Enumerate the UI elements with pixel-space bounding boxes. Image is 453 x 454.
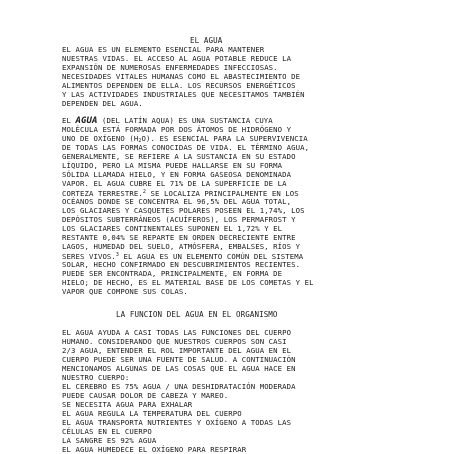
text-span: UNO DE OXÍGENO (H — [62, 134, 139, 143]
list-item: EL CEREBRO ES 75% AGUA / UNA DESHIDRATACIÓN MODERADA — [62, 382, 296, 391]
paragraph-line: MOLÉCULA ESTÁ FORMADA POR DOS ÁTOMOS DE HIDRÓGENO Y — [62, 125, 292, 134]
paragraph-line: NUESTRO CUERPO: — [62, 373, 130, 382]
paragraph-line: EL AGUA AYUDA A CASI TODAS LAS FUNCIONES DEL CUERPO — [62, 328, 292, 337]
text-span: O). ES ESENCIAL PARA LA SUPERVIVENCIA — [141, 134, 308, 143]
paragraph-line: GENERALMENTE, SE REFIERE A LA SUSTANCIA EN SU ESTADO — [62, 152, 296, 161]
paragraph-line: EXPANSIÓN DE NUMEROSAS ENFERMEDADES INFECCIOSAS. — [62, 63, 278, 72]
paragraph-line: LÍQUIDO, PERO LA MISMA PUEDE HALLARSE EN SU FORMA — [62, 161, 283, 170]
text-span: CORTEZA TERRESTRE. — [62, 189, 143, 198]
paragraph-line: SOLAR, HECHO CONFIRMADO EN DESCUBRIMIENTOS RECIENTES. — [62, 260, 301, 269]
text-span: EL — [62, 116, 76, 125]
subscript: 2 — [138, 138, 142, 144]
paragraph-line: HIELO; DE HECHO, ES EL MATERIAL BASE DE LOS COMETAS Y EL — [62, 278, 314, 287]
text-span: SE LOCALIZA PRINCIPALMENTE EN LOS — [146, 189, 299, 198]
paragraph-line: ALIMENTOS DEPENDEN DE ELLA. LOS RECURSOS ENERGÉTICOS — [62, 81, 296, 90]
paragraph-line: LAGOS, HUMEDAD DEL SUELO, ATMÓSFERA, EMBALSES, RÍOS Y — [62, 242, 301, 251]
text-span: SERES VIVOS. — [62, 252, 116, 261]
paragraph-line: DE TODAS LAS FORMAS CONOCIDAS DE VIDA. EL TÉRMINO AGUA, — [62, 143, 310, 152]
paragraph-line: DEPÓSITOS SUBTERRÁNEOS (ACUÍFEROS), LOS PERMAFROST Y — [62, 215, 296, 224]
list-item: EL AGUA TRANSPORTA NUTRIENTES Y OXÍGENO A TODAS LAS — [62, 418, 292, 427]
list-item: EL AGUA HUMEDECE EL OXÍGENO PARA RESPIRAR — [62, 445, 247, 454]
paragraph-line: LOS GLACIARES CONTINENTALES SUPONEN EL 1,72% Y EL — [62, 224, 283, 233]
text-span: (DEL LATÍN AQUA) ES UNA SUSTANCIA CUYA — [97, 116, 273, 125]
paragraph-line: DEPENDEN DEL AGUA. — [62, 99, 143, 108]
paragraph-line: MENCIONAMOS ALGUNAS DE LAS COSAS QUE EL AGUA HACE EN — [62, 364, 296, 373]
list-item: SE NECESITA AGUA PARA EXHALAR — [62, 400, 193, 409]
footnote-ref: 2 — [142, 189, 147, 195]
list-item: PUEDE CAUSAR DOLOR DE CABEZA Y MAREO. — [62, 391, 229, 400]
list-item: EL AGUA REGULA LA TEMPERATURA DEL CUERPO — [62, 409, 242, 418]
paragraph-line: OCÉANOS DONDE SE CONCENTRA EL 96,5% DEL AGUA TOTAL, — [62, 197, 292, 206]
paragraph-line: NECESIDADES VITALES HUMANAS COMO EL ABASTECIMIENTO DE — [62, 72, 301, 81]
list-item: CÉLULAS EN EL CUERPO — [62, 427, 152, 436]
text-span: EL AGUA ES UN ELEMENTO COMÚN DEL SISTEMA — [119, 252, 304, 261]
footnote-ref: 3 — [115, 252, 120, 258]
paragraph-line: CUERPO PUEDE SER UNA FUENTE DE SALUD. A CONTINUACIÓN — [62, 355, 296, 364]
paragraph-line: HUMANO. CONSIDERANDO QUE NUESTROS CUERPOS SON CASI — [62, 337, 287, 346]
paragraph-line: EL AGUA ES UN ELEMENTO ESENCIAL PARA MANTENER — [62, 45, 265, 54]
paragraph-line: PUEDE SER ENCONTRADA, PRINCIPALMENTE, EN FORMA DE — [62, 269, 283, 278]
section-title-funcion-agua: LA FUNCION DEL AGUA EN EL ORGANISMO — [116, 310, 278, 319]
list-item: LA SANGRE ES 92% AGUA — [62, 436, 157, 445]
bold-term-agua: AGUA — [75, 116, 98, 126]
paragraph-line: LOS GLACIARES Y CASQUETES POLARES POSEEN EL 1,74%, LOS — [62, 206, 305, 215]
paragraph-line: NUESTRAS VIDAS. EL ACCESO AL AGUA POTABLE REDUCE LA — [62, 54, 292, 63]
paragraph-line: 2/3 AGUA, ENTENDER EL ROL IMPORTANTE DEL AGUA EN EL — [62, 346, 292, 355]
paragraph-line: SÓLIDA LLAMADA HIELO, Y EN FORMA GASEOSA DENOMINADA — [62, 170, 292, 179]
paragraph-line: RESTANTE 0,04% SE REPARTE EN ORDEN DECRECIENTE ENTRE — [62, 233, 296, 242]
section-title-el-agua: EL AGUA — [190, 36, 223, 45]
paragraph-line: VAPOR. EL AGUA CUBRE EL 71% DE LA SUPERFICIE DE LA — [62, 179, 287, 188]
paragraph-line: VAPOR QUE COMPONE SUS COLAS. — [62, 287, 188, 296]
paragraph-line: Y LAS ACTIVIDADES INDUSTRIALES QUE NECESITAMOS TAMBIÉN — [62, 90, 305, 99]
